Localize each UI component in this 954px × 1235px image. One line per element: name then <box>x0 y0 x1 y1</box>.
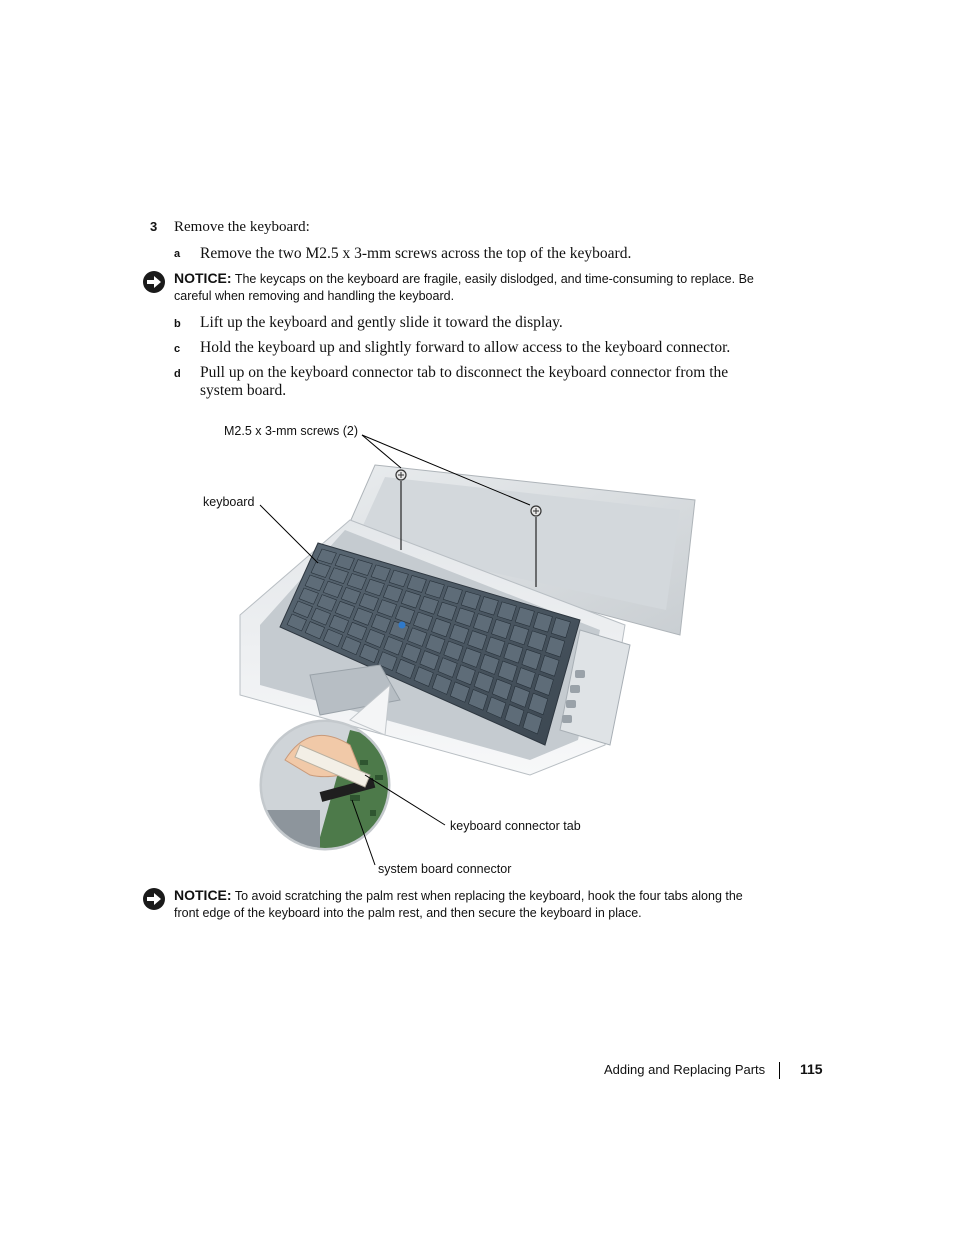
notice-1-label: NOTICE: <box>174 270 232 286</box>
callout-screws: M2.5 x 3-mm screws (2) <box>224 424 359 438</box>
screws-leader-1 <box>362 435 401 468</box>
notice-arrow-icon <box>142 270 166 294</box>
substep-letter-b: b <box>174 318 181 330</box>
substep-letter-d: d <box>174 368 181 380</box>
keyboard-removal-illustration <box>200 415 710 875</box>
callout-keyboard: keyboard <box>203 495 255 509</box>
notice-1 <box>142 270 772 310</box>
notice-2-text: To avoid scratching the palm rest when replacing the keyboard, hook the four tabs along the front edge of the keyboard into the palm rest, and then secure the keyboard in place. <box>174 889 743 920</box>
footer-separator <box>779 1062 780 1079</box>
step-number: 3 <box>150 219 158 234</box>
substep-letter-c: c <box>174 343 181 355</box>
notice-2-label: NOTICE: <box>174 887 232 903</box>
callout-keyboard-connector-tab: keyboard connector tab <box>450 819 581 833</box>
step-text: Remove the keyboard: <box>174 219 310 235</box>
notice-2 <box>142 887 772 927</box>
callout-system-board-connector: system board connector <box>378 862 512 876</box>
notice-1-text: The keycaps on the keyboard are fragile, easily dislodged, and time-consuming to replace. Be careful when removing and handling the keyboard. <box>174 272 754 303</box>
footer-section-title: Adding and Replacing Parts <box>604 1062 766 1077</box>
notice-arrow-icon <box>142 887 166 911</box>
keyboard-leader <box>260 505 318 563</box>
substep-text-d: Pull up on the keyboard connector tab to disconnect the keyboard connector from the system board. <box>200 364 729 399</box>
screw-right <box>531 506 541 516</box>
substep-text-b: Lift up the keyboard and gently slide it toward the display. <box>200 314 563 331</box>
substep-text-a: Remove the two M2.5 x 3-mm screws across the top of the keyboard. <box>200 245 632 262</box>
substep-letter-a: a <box>174 248 181 260</box>
substep-text-c: Hold the keyboard up and slightly forward to allow access to the keyboard connector. <box>200 339 731 356</box>
pointing-stick <box>399 622 406 629</box>
page-number: 115 <box>800 1061 823 1077</box>
screw-left <box>396 470 406 480</box>
